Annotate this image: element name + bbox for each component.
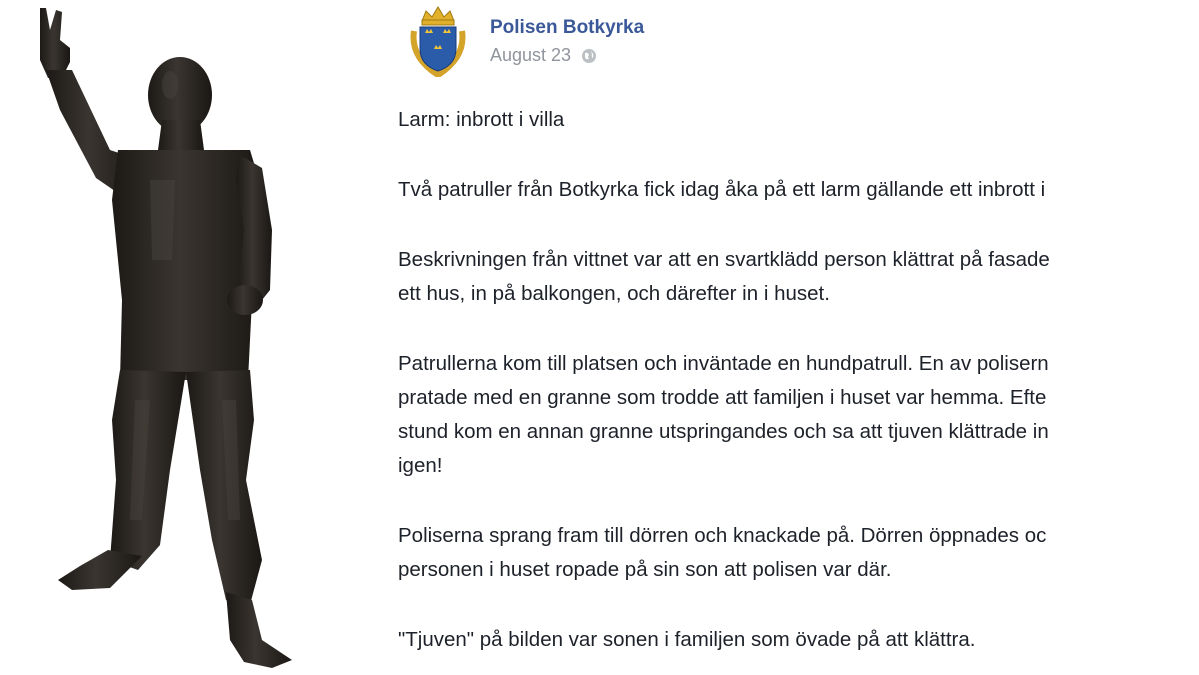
text-line: Patrullerna kom till platsen och inväntade en hundpatrull. En av polisern <box>398 352 1049 375</box>
paragraph-6 <box>398 623 1199 657</box>
post-author-link[interactable]: Polisen Botkyrka <box>490 17 645 38</box>
paragraph-1 <box>398 103 1199 137</box>
paragraph-4 <box>398 347 1199 483</box>
facebook-post <box>398 0 1199 675</box>
text-line: Larm: inbrott i villa <box>398 108 565 131</box>
text-line: igen! <box>398 454 443 477</box>
post-photo[interactable] <box>0 0 390 675</box>
paragraph-2 <box>398 173 1199 207</box>
paragraph-3 <box>398 243 1199 311</box>
text-line: ett hus, in på balkongen, och därefter in i huset. <box>398 282 830 305</box>
post-header <box>404 5 1184 79</box>
swedish-police-crest-icon[interactable] <box>404 5 472 77</box>
post-date-link[interactable]: August 23 <box>490 45 572 65</box>
post-body <box>398 103 1199 675</box>
text-line: stund kom en annan granne utspringandes och sa att tjuven klättrade in <box>398 420 1049 443</box>
text-line: Beskrivningen från vittnet var att en svartklädd person klättrat på fasade <box>398 248 1050 271</box>
post-meta <box>490 45 597 66</box>
text-line: pratade med en granne som trodde att familjen i huset var hemma. Efte <box>398 386 1047 409</box>
globe-icon <box>581 48 597 64</box>
text-line: Poliserna sprang fram till dörren och knackade på. Dörren öppnades oc <box>398 524 1047 547</box>
text-line: personen i huset ropade på sin son att polisen var där. <box>398 558 892 581</box>
paragraph-5 <box>398 519 1199 587</box>
person-in-black-bodysuit-image <box>0 0 390 675</box>
text-line: Två patruller från Botkyrka fick idag åka på ett larm gällande ett inbrott i <box>398 178 1046 201</box>
text-line: "Tjuven" på bilden var sonen i familjen som övade på att klättra. <box>398 628 976 651</box>
